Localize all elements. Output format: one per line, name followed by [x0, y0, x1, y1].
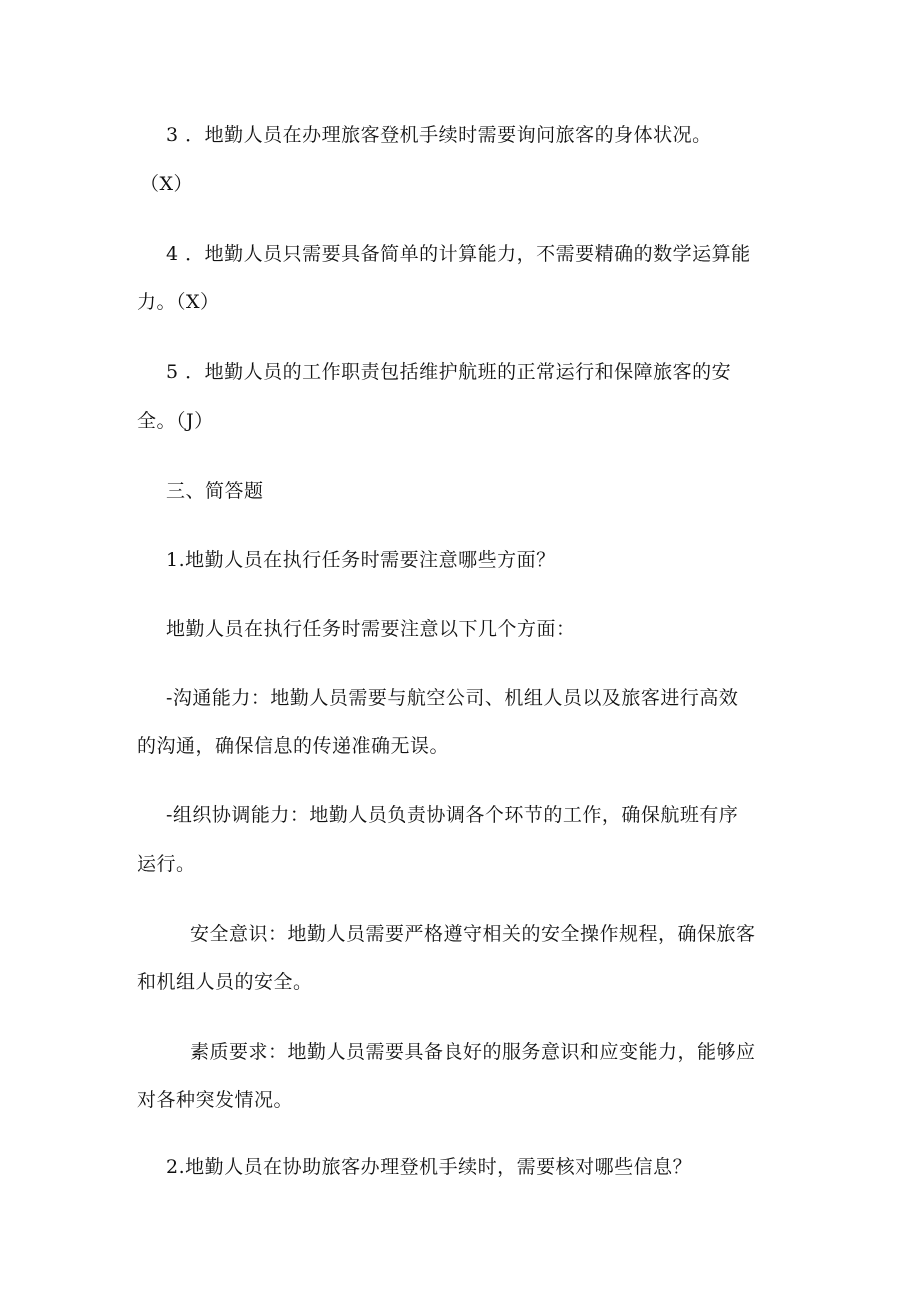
point-coordination-line1: -组织协调能力：地勤人员负责协调各个环节的工作，确保航班有序 [166, 804, 739, 826]
point-coordination-line2: 运行。 [137, 853, 196, 875]
point-safety-line1: 安全意识：地勤人员需要严格遵守相关的安全操作规程，确保旅客 [190, 923, 756, 945]
tf-item-5-line2: 全。（J） [137, 410, 214, 432]
point-quality-line2: 对各种突发情况。 [137, 1089, 294, 1111]
point-quality-line1: 素质要求：地勤人员需要具备良好的服务意识和应变能力，能够应 [190, 1041, 756, 1063]
tf-item-3-answer: （X） [140, 173, 194, 195]
question-2: 2.地勤人员在协助旅客办理登机手续时，需要核对哪些信息？ [166, 1156, 693, 1178]
tf-item-3-line1: 3 ．地勤人员在办理旅客登机手续时需要询问旅客的身体状况。 [166, 124, 712, 146]
section-heading: 三、简答题 [166, 480, 264, 502]
point-safety-line2: 和机组人员的安全。 [137, 971, 313, 993]
answer-intro: 地勤人员在执行任务时需要注意以下几个方面： [166, 618, 576, 640]
question-1: 1.地勤人员在执行任务时需要注意哪些方面？ [166, 549, 556, 571]
tf-item-4-line2: 力。（X） [137, 291, 220, 313]
point-communication-line1: -沟通能力：地勤人员需要与航空公司、机组人员以及旅客进行高效 [166, 687, 739, 709]
tf-item-5-line1: 5 ．地勤人员的工作职责包括维护航班的正常运行和保障旅客的安 [166, 361, 732, 383]
point-communication-line2: 的沟通，确保信息的传递准确无误。 [137, 735, 450, 757]
tf-item-4-line1: 4 ．地勤人员只需要具备简单的计算能力，不需要精确的数学运算能 [166, 243, 751, 265]
